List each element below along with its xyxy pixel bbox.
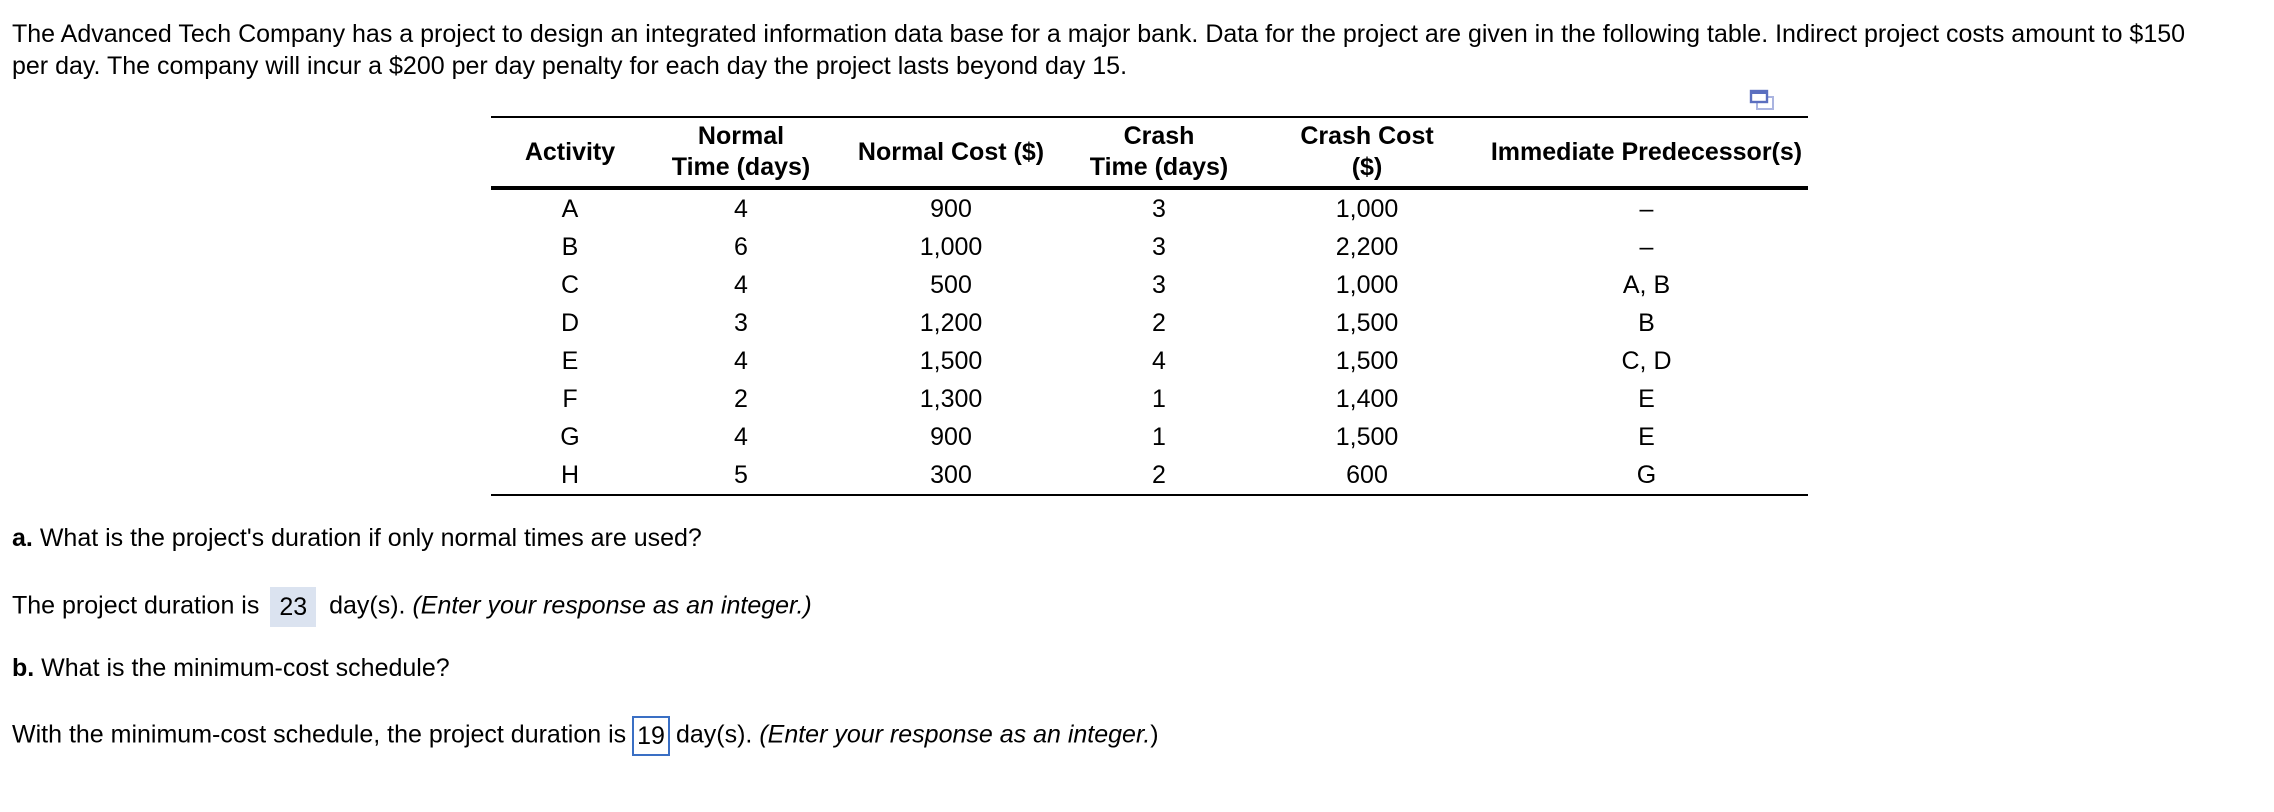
cell-crash-time: 1	[1152, 423, 1166, 451]
cell-normal-cost: 1,500	[919, 347, 983, 375]
header-predecessors: Immediate Predecessor(s)	[1490, 137, 1803, 166]
problem-statement-line-2: per day. The company will incur a $200 per day penalty for each day the project lasts beyond day 15.	[12, 52, 1128, 80]
table-row	[491, 266, 1808, 304]
cell-normal-cost: 500	[930, 271, 972, 299]
cell-crash-time: 3	[1152, 233, 1166, 261]
cell-normal-time: 4	[734, 423, 748, 451]
cell-normal-time: 5	[734, 461, 748, 489]
cell-normal-time: 4	[734, 347, 748, 375]
cell-normal-cost: 1,000	[919, 233, 983, 261]
cell-crash-time: 2	[1152, 309, 1166, 337]
cell-crash-cost: 2,200	[1335, 233, 1399, 261]
answer-b-hint-close: )	[1150, 720, 1159, 749]
table-header-row	[491, 117, 1808, 188]
cell-crash-cost: 1,500	[1335, 309, 1399, 337]
cell-crash-cost: 600	[1346, 461, 1388, 489]
table-row	[491, 188, 1808, 228]
header-crash-cost: Crash Cost ($)	[1300, 122, 1434, 181]
cell-predecessors: B	[1638, 309, 1655, 337]
question-a-label: a.	[12, 524, 33, 552]
cell-predecessors: A, B	[1622, 271, 1671, 299]
answer-b-input[interactable]: 19	[632, 716, 670, 756]
cell-normal-cost: 1,200	[919, 309, 983, 337]
question-b-label: b.	[12, 654, 35, 682]
question-b-text: What is the minimum-cost schedule?	[41, 654, 450, 682]
cell-activity: G	[560, 423, 580, 451]
question-a	[12, 522, 702, 554]
table-row	[491, 380, 1808, 418]
project-data-table	[491, 116, 1808, 496]
cell-predecessors: G	[1636, 461, 1657, 489]
cell-activity: E	[561, 347, 579, 375]
table-row	[491, 418, 1808, 456]
header-crash-time: Crash Time (days)	[1089, 122, 1229, 181]
cell-crash-cost: 1,400	[1335, 385, 1399, 413]
cell-crash-cost: 1,000	[1335, 195, 1399, 223]
cell-predecessors: –	[1639, 195, 1654, 223]
answer-a-hint: (Enter your response as an integer.)	[412, 591, 812, 620]
cell-activity: H	[560, 461, 580, 489]
cell-activity: D	[560, 309, 580, 337]
header-activity: Activity	[524, 137, 616, 166]
cell-predecessors: E	[1638, 423, 1655, 451]
answer-b-suffix: day(s).	[675, 720, 753, 749]
problem-statement-line-1: The Advanced Tech Company has a project to design an integrated information data base for a major bank. Data for the project are given in the following table. Indirect project costs amount to $150	[12, 20, 2186, 48]
cell-normal-cost: 900	[930, 423, 972, 451]
answer-a-suffix: day(s).	[329, 591, 406, 620]
header-normal-time: Normal Time (days)	[671, 122, 811, 181]
cell-predecessors: –	[1639, 233, 1654, 261]
cell-activity: F	[562, 385, 578, 413]
cell-crash-cost: 1,000	[1335, 271, 1399, 299]
cell-activity: B	[561, 233, 579, 261]
cell-activity: C	[560, 271, 580, 299]
cell-crash-cost: 1,500	[1335, 423, 1399, 451]
header-normal-cost: Normal Cost ($)	[857, 137, 1045, 166]
cell-normal-cost: 300	[930, 461, 972, 489]
cell-crash-time: 1	[1152, 385, 1166, 413]
cell-crash-time: 4	[1152, 347, 1166, 375]
table-row	[491, 304, 1808, 342]
cell-crash-time: 3	[1152, 195, 1166, 223]
answer-a-input[interactable]: 23	[270, 587, 316, 627]
table-row	[491, 456, 1808, 495]
cell-crash-time: 2	[1152, 461, 1166, 489]
cell-predecessors: E	[1638, 385, 1655, 413]
answer-a-prefix: The project duration is	[12, 591, 260, 620]
answer-b-prefix: With the minimum-cost schedule, the project duration is	[12, 720, 627, 749]
cell-normal-cost: 900	[930, 195, 972, 223]
cell-activity: A	[561, 195, 579, 223]
cell-normal-time: 4	[734, 195, 748, 223]
table-row	[491, 228, 1808, 266]
answer-b-line	[12, 716, 1159, 756]
problem-statement	[12, 18, 2274, 82]
cell-normal-time: 2	[734, 385, 748, 413]
cell-crash-time: 3	[1152, 271, 1166, 299]
table-row	[491, 342, 1808, 380]
cell-crash-cost: 1,500	[1335, 347, 1399, 375]
cell-normal-time: 6	[734, 233, 748, 261]
copy-table-icon[interactable]	[1749, 89, 1775, 111]
cell-normal-cost: 1,300	[919, 385, 983, 413]
answer-a-line	[12, 587, 812, 627]
question-a-text: What is the project's duration if only normal times are used?	[39, 524, 702, 552]
cell-predecessors: C, D	[1621, 347, 1672, 375]
question-b	[12, 652, 450, 684]
cell-normal-time: 3	[734, 309, 748, 337]
answer-b-hint: (Enter your response as an integer.	[759, 720, 1151, 749]
cell-normal-time: 4	[734, 271, 748, 299]
